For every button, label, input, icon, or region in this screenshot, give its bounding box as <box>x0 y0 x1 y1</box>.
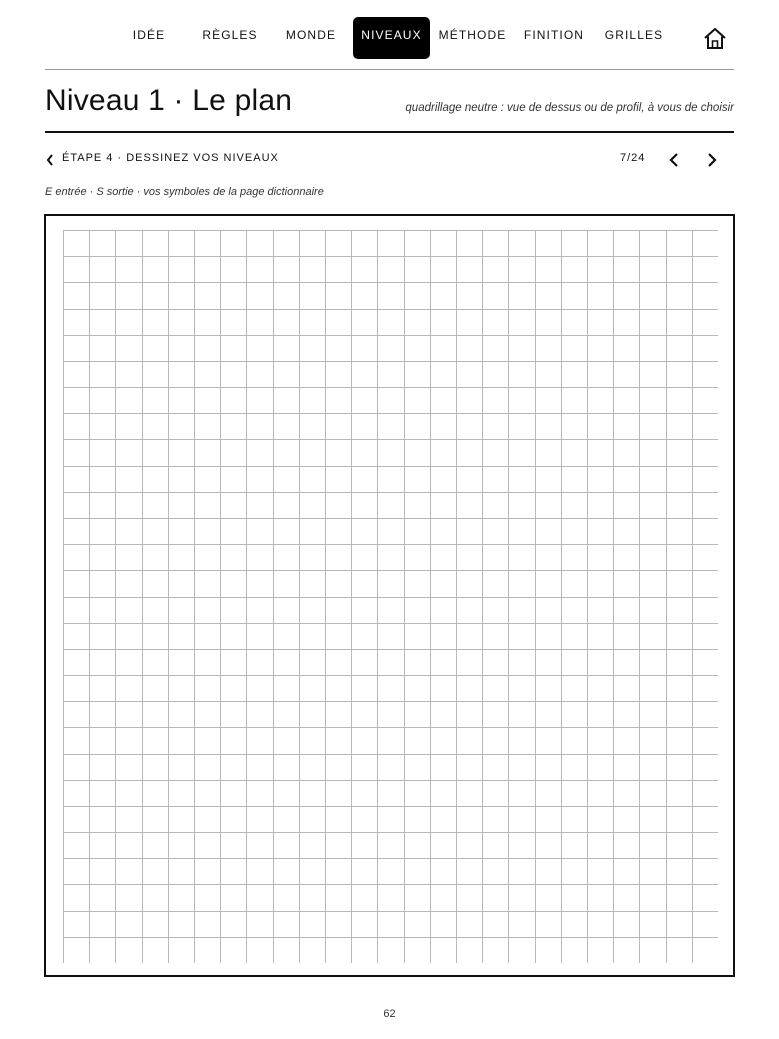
breadcrumb <box>45 150 734 170</box>
drawing-grid[interactable] <box>63 230 718 963</box>
chevron-right-icon <box>705 151 719 169</box>
tab-grilles[interactable]: GRILLES <box>604 28 664 42</box>
nav-divider <box>45 69 734 70</box>
home-button[interactable] <box>702 26 728 52</box>
tab-regles[interactable]: RÈGLES <box>202 28 258 42</box>
tab-methode[interactable]: MÉTHODE <box>438 28 507 42</box>
step-label[interactable]: ÉTAPE 4 · DESSINEZ VOS NIVEAUX <box>62 152 279 164</box>
tab-idee[interactable]: IDÉE <box>132 28 166 42</box>
back-button[interactable] <box>45 153 55 167</box>
tab-finition[interactable]: FINITION <box>523 28 585 42</box>
page-title: Niveau 1 · Le plan <box>45 84 293 117</box>
next-page-button[interactable] <box>705 151 719 169</box>
previous-page-button[interactable] <box>667 151 681 169</box>
page-subtitle: quadrillage neutre : vue de dessus ou de profil, à vous de choisir <box>405 102 734 114</box>
page-number: 62 <box>383 1008 396 1020</box>
drawing-grid-frame[interactable] <box>44 214 735 977</box>
legend-text: E entrée · S sortie · vos symboles de la page dictionnaire <box>45 186 324 198</box>
title-divider <box>45 131 734 133</box>
chevron-left-icon <box>45 153 55 167</box>
chevron-left-icon <box>667 151 681 169</box>
tab-niveaux[interactable]: NIVEAUX <box>353 17 430 59</box>
top-nav <box>0 16 779 60</box>
home-icon <box>702 26 728 52</box>
tab-monde[interactable]: MONDE <box>285 28 337 42</box>
page-counter: 7/24 <box>620 152 646 164</box>
